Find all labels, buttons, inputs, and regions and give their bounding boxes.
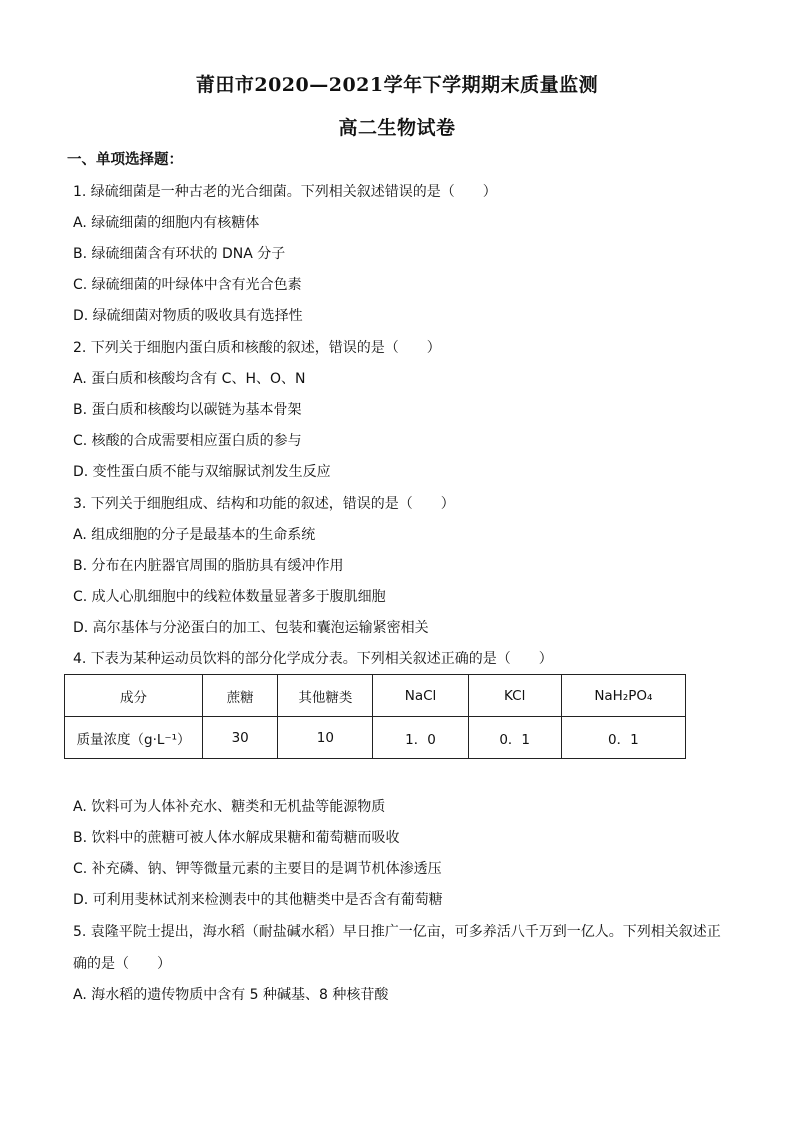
table-row — [65, 717, 686, 759]
exam-subtitle: 高二生物试卷 — [338, 117, 456, 139]
table-header-cell: 成分 — [65, 675, 203, 717]
question-5: 5. 袁隆平院士提出，海水稻（耐盐碱水稻）早日推广一亿亩，可多养活八千万到一亿人。下列相关叙述正 — [73, 924, 721, 940]
section-heading: 一、单项选择题： — [67, 152, 183, 168]
table-header-cell: NaH₂PO₄ — [561, 675, 685, 717]
question-1: 1. 绿硫细菌是一种古老的光合细菌。下列相关叙述错误的是（ ） — [73, 184, 497, 200]
q2-option-b: B. 蛋白质和核酸均以碳链为基本骨架 — [73, 402, 302, 418]
table-cell: 0．1 — [561, 717, 685, 759]
question-4: 4. 下表为某种运动员饮料的部分化学成分表。下列相关叙述正确的是（ ） — [73, 651, 553, 667]
q4-option-c: C. 补充磷、钠、钾等微量元素的主要目的是调节机体渗透压 — [73, 861, 442, 877]
table-cell: 30 — [203, 717, 278, 759]
q4-option-d: D. 可利用斐林试剂来检测表中的其他糖类中是否含有葡萄糖 — [73, 892, 443, 908]
q2-option-d: D. 变性蛋白质不能与双缩脲试剂发生反应 — [73, 464, 331, 480]
question-2: 2. 下列关于细胞内蛋白质和核酸的叙述，错误的是（ ） — [73, 340, 441, 356]
table-cell: 0．1 — [468, 717, 561, 759]
q5-option-a: A. 海水稻的遗传物质中含有 5 种碱基、8 种核苷酸 — [73, 987, 389, 1003]
q1-option-c: C. 绿硫细菌的叶绿体中含有光合色素 — [73, 277, 302, 293]
question-3: 3. 下列关于细胞组成、结构和功能的叙述，错误的是（ ） — [73, 496, 455, 512]
q3-option-a: A. 组成细胞的分子是最基本的生命系统 — [73, 527, 316, 543]
q4-option-b: B. 饮料中的蔗糖可被人体水解成果糖和葡萄糖而吸收 — [73, 830, 400, 846]
q4-option-a: A. 饮料可为人体补充水、糖类和无机盐等能源物质 — [73, 799, 386, 815]
composition-table — [64, 674, 686, 759]
q1-option-b: B. 绿硫细菌含有环状的 DNA 分子 — [73, 246, 286, 262]
question-5-cont: 确的是（ ） — [73, 956, 171, 972]
q3-option-c: C. 成人心肌细胞中的线粒体数量显著多于腹肌细胞 — [73, 589, 386, 605]
table-cell: 10 — [278, 717, 373, 759]
q1-option-d: D. 绿硫细菌对物质的吸收具有选择性 — [73, 308, 303, 324]
q3-option-b: B. 分布在内脏器官周围的脂肪具有缓冲作用 — [73, 558, 344, 574]
table-row-label: 质量浓度（g·L⁻¹） — [65, 717, 203, 759]
table-header-cell: KCl — [468, 675, 561, 717]
table-header-cell: 其他糖类 — [278, 675, 373, 717]
q2-option-c: C. 核酸的合成需要相应蛋白质的参与 — [73, 433, 302, 449]
table-header-row — [65, 675, 686, 717]
q2-option-a: A. 蛋白质和核酸均含有 C、H、O、N — [73, 371, 306, 387]
exam-title: 莆田市2020—2021学年下学期期末质量监测 — [195, 74, 599, 96]
q3-option-d: D. 高尔基体与分泌蛋白的加工、包装和囊泡运输紧密相关 — [73, 620, 429, 636]
q1-option-a: A. 绿硫细菌的细胞内有核糖体 — [73, 215, 260, 231]
table-cell: 1．0 — [373, 717, 468, 759]
table-header-cell: 蔗糖 — [203, 675, 278, 717]
table-header-cell: NaCl — [373, 675, 468, 717]
